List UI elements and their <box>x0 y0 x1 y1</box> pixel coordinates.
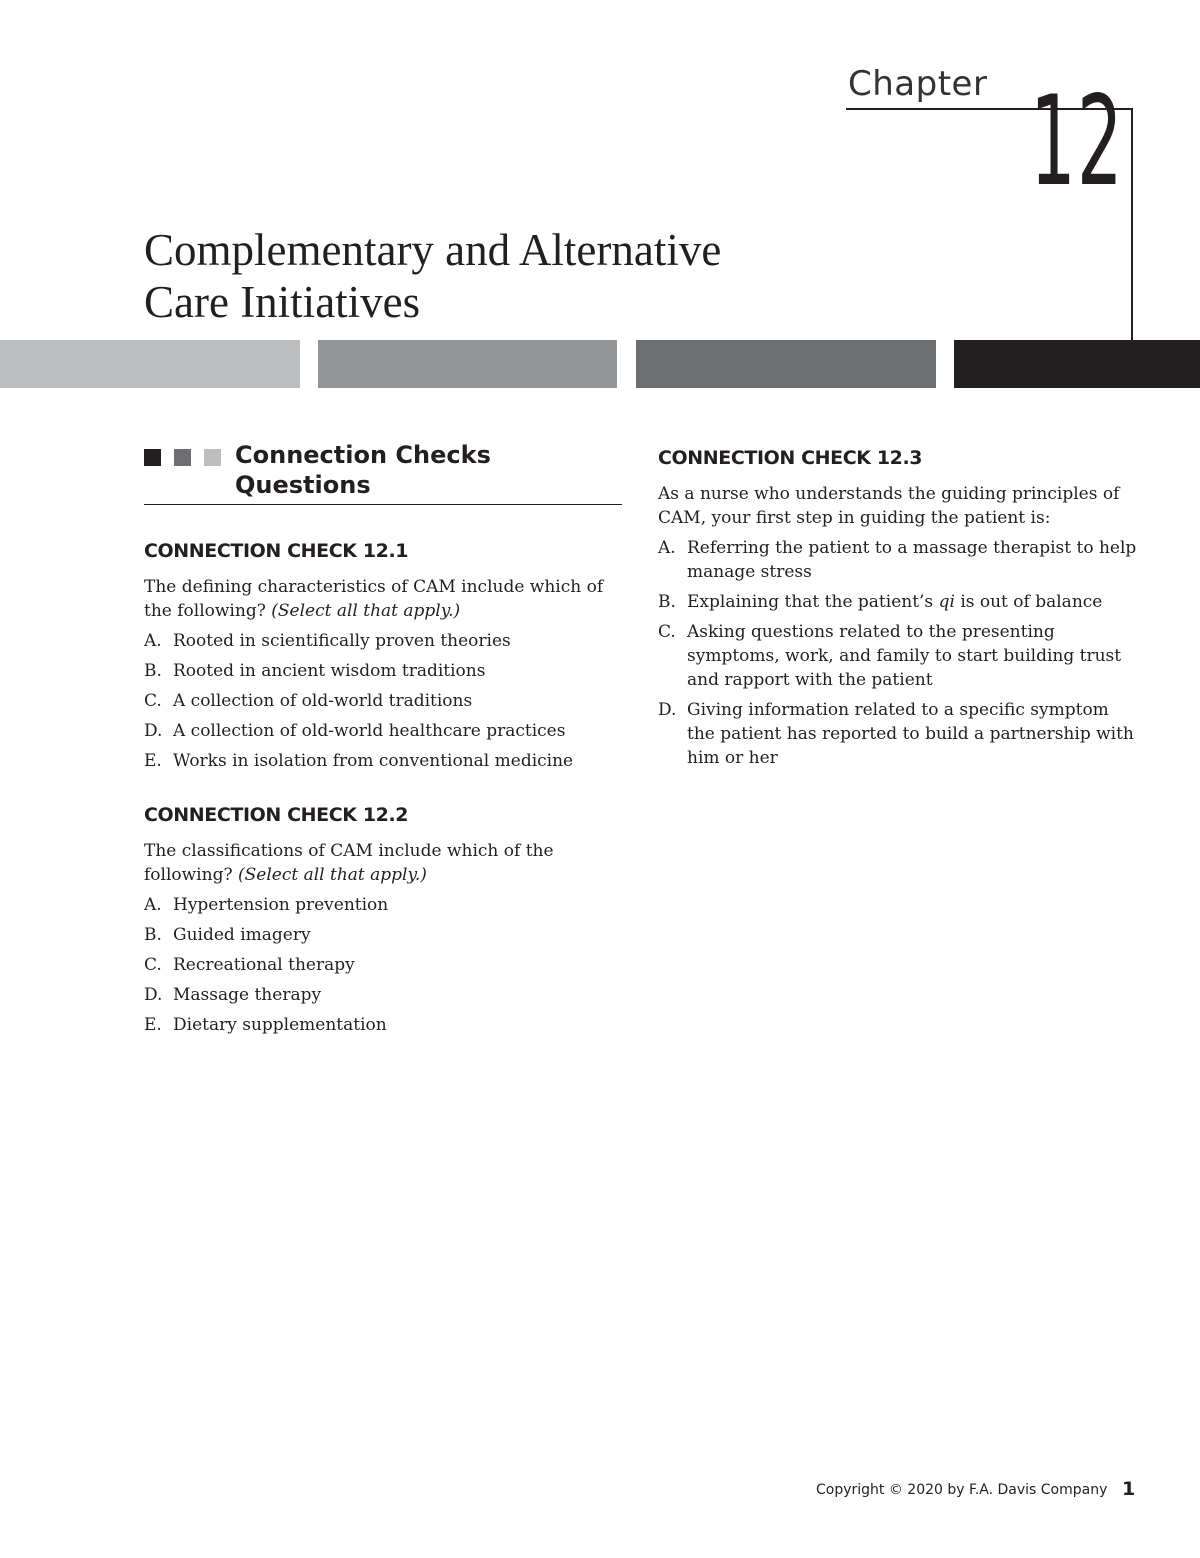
option-letter: C. <box>144 691 162 711</box>
option-letter: A. <box>658 538 676 558</box>
chapter-number: 12 <box>1030 70 1124 214</box>
chapter-title-line1: Complementary and Alternative <box>144 225 722 275</box>
square-bullet-light <box>204 449 221 466</box>
right-column <box>658 446 1138 776</box>
option-text: Recreational therapy <box>173 955 355 975</box>
question-stem <box>144 575 622 623</box>
answer-option <box>144 923 622 947</box>
check-heading: CONNECTION CHECK 12.2 <box>144 804 409 826</box>
answer-option <box>144 689 622 713</box>
copyright-notice: Copyright © 2020 by F.A. Davis Company <box>816 1482 1108 1498</box>
option-text: A collection of old-world traditions <box>173 691 473 711</box>
answer-option <box>144 1013 622 1037</box>
answer-option <box>658 536 1138 584</box>
option-letter: D. <box>144 985 163 1005</box>
answer-options <box>144 629 622 773</box>
answer-option <box>144 749 622 773</box>
option-letter: C. <box>658 622 676 642</box>
answer-option <box>658 620 1138 692</box>
answer-option <box>144 659 622 683</box>
answer-option <box>658 698 1138 770</box>
option-text: Rooted in ancient wisdom traditions <box>173 661 486 681</box>
left-column <box>144 440 622 1043</box>
answer-options <box>144 893 622 1037</box>
decorative-bar-light <box>0 340 300 388</box>
decorative-bar-mid <box>318 340 617 388</box>
option-letter: B. <box>144 925 162 945</box>
option-text-before: Explaining that the patient’s <box>687 592 934 612</box>
option-text: Giving information related to a specific symptom the patient has reported to build a partnership with him or her <box>687 700 1134 768</box>
check-heading: CONNECTION CHECK 12.3 <box>658 447 923 469</box>
option-text: Dietary supplementation <box>173 1015 387 1035</box>
option-text: Referring the patient to a massage therapist to help manage stress <box>687 538 1137 582</box>
option-letter: D. <box>658 700 677 720</box>
answer-option <box>144 893 622 917</box>
option-text <box>687 590 1138 614</box>
square-bullet-black <box>144 449 161 466</box>
answer-option <box>144 983 622 1007</box>
answer-option <box>144 719 622 743</box>
answer-options <box>658 536 1138 770</box>
stem-note: (Select all that apply.) <box>271 601 461 621</box>
option-text: Massage therapy <box>173 985 322 1005</box>
option-letter: C. <box>144 955 162 975</box>
option-letter: D. <box>144 721 163 741</box>
stem-text: The classifications of CAM include which of the following? <box>144 841 554 885</box>
decorative-bar-dark <box>636 340 936 388</box>
chapter-vertical-rule <box>1131 108 1133 340</box>
option-letter: A. <box>144 631 162 651</box>
option-letter: A. <box>144 895 162 915</box>
check-heading: CONNECTION CHECK 12.1 <box>144 540 409 562</box>
section-heading <box>144 440 622 505</box>
answer-option <box>144 629 622 653</box>
answer-option <box>144 953 622 977</box>
connection-check-12-1 <box>144 539 622 773</box>
answer-option <box>658 590 1138 614</box>
stem-note: (Select all that apply.) <box>237 865 427 885</box>
section-title-line2: Questions <box>235 471 371 499</box>
option-text: Works in isolation from conventional medicine <box>173 751 574 771</box>
option-letter: E. <box>144 751 162 771</box>
option-text: Guided imagery <box>173 925 311 945</box>
option-letter: E. <box>144 1015 162 1035</box>
chapter-title <box>144 224 721 328</box>
connection-check-12-3 <box>658 446 1138 770</box>
option-text: Asking questions related to the presenting symptoms, work, and family to start building trust and rapport with the patient <box>687 622 1122 690</box>
section-title <box>235 440 491 500</box>
question-stem <box>144 839 622 887</box>
decorative-bar-black <box>954 340 1200 388</box>
section-title-line1: Connection Checks <box>235 441 491 469</box>
option-text: A collection of old-world healthcare practices <box>173 721 566 741</box>
question-stem: As a nurse who understands the guiding principles of CAM, your first step in guiding the patient is: <box>658 484 1120 528</box>
option-text: Rooted in scientifically proven theories <box>173 631 511 651</box>
stem-text: The defining characteristics of CAM include which of the following? <box>144 577 604 621</box>
option-text-after: is out of balance <box>960 592 1103 612</box>
connection-check-12-2 <box>144 803 622 1037</box>
option-text-italic: qi <box>938 592 955 612</box>
option-letter: B. <box>658 592 676 612</box>
chapter-title-line2: Care Initiatives <box>144 277 421 327</box>
chapter-label: Chapter <box>848 64 988 104</box>
square-bullet-gray <box>174 449 191 466</box>
page-number: 1 <box>1122 1478 1136 1500</box>
option-text: Hypertension prevention <box>173 895 389 915</box>
option-letter: B. <box>144 661 162 681</box>
